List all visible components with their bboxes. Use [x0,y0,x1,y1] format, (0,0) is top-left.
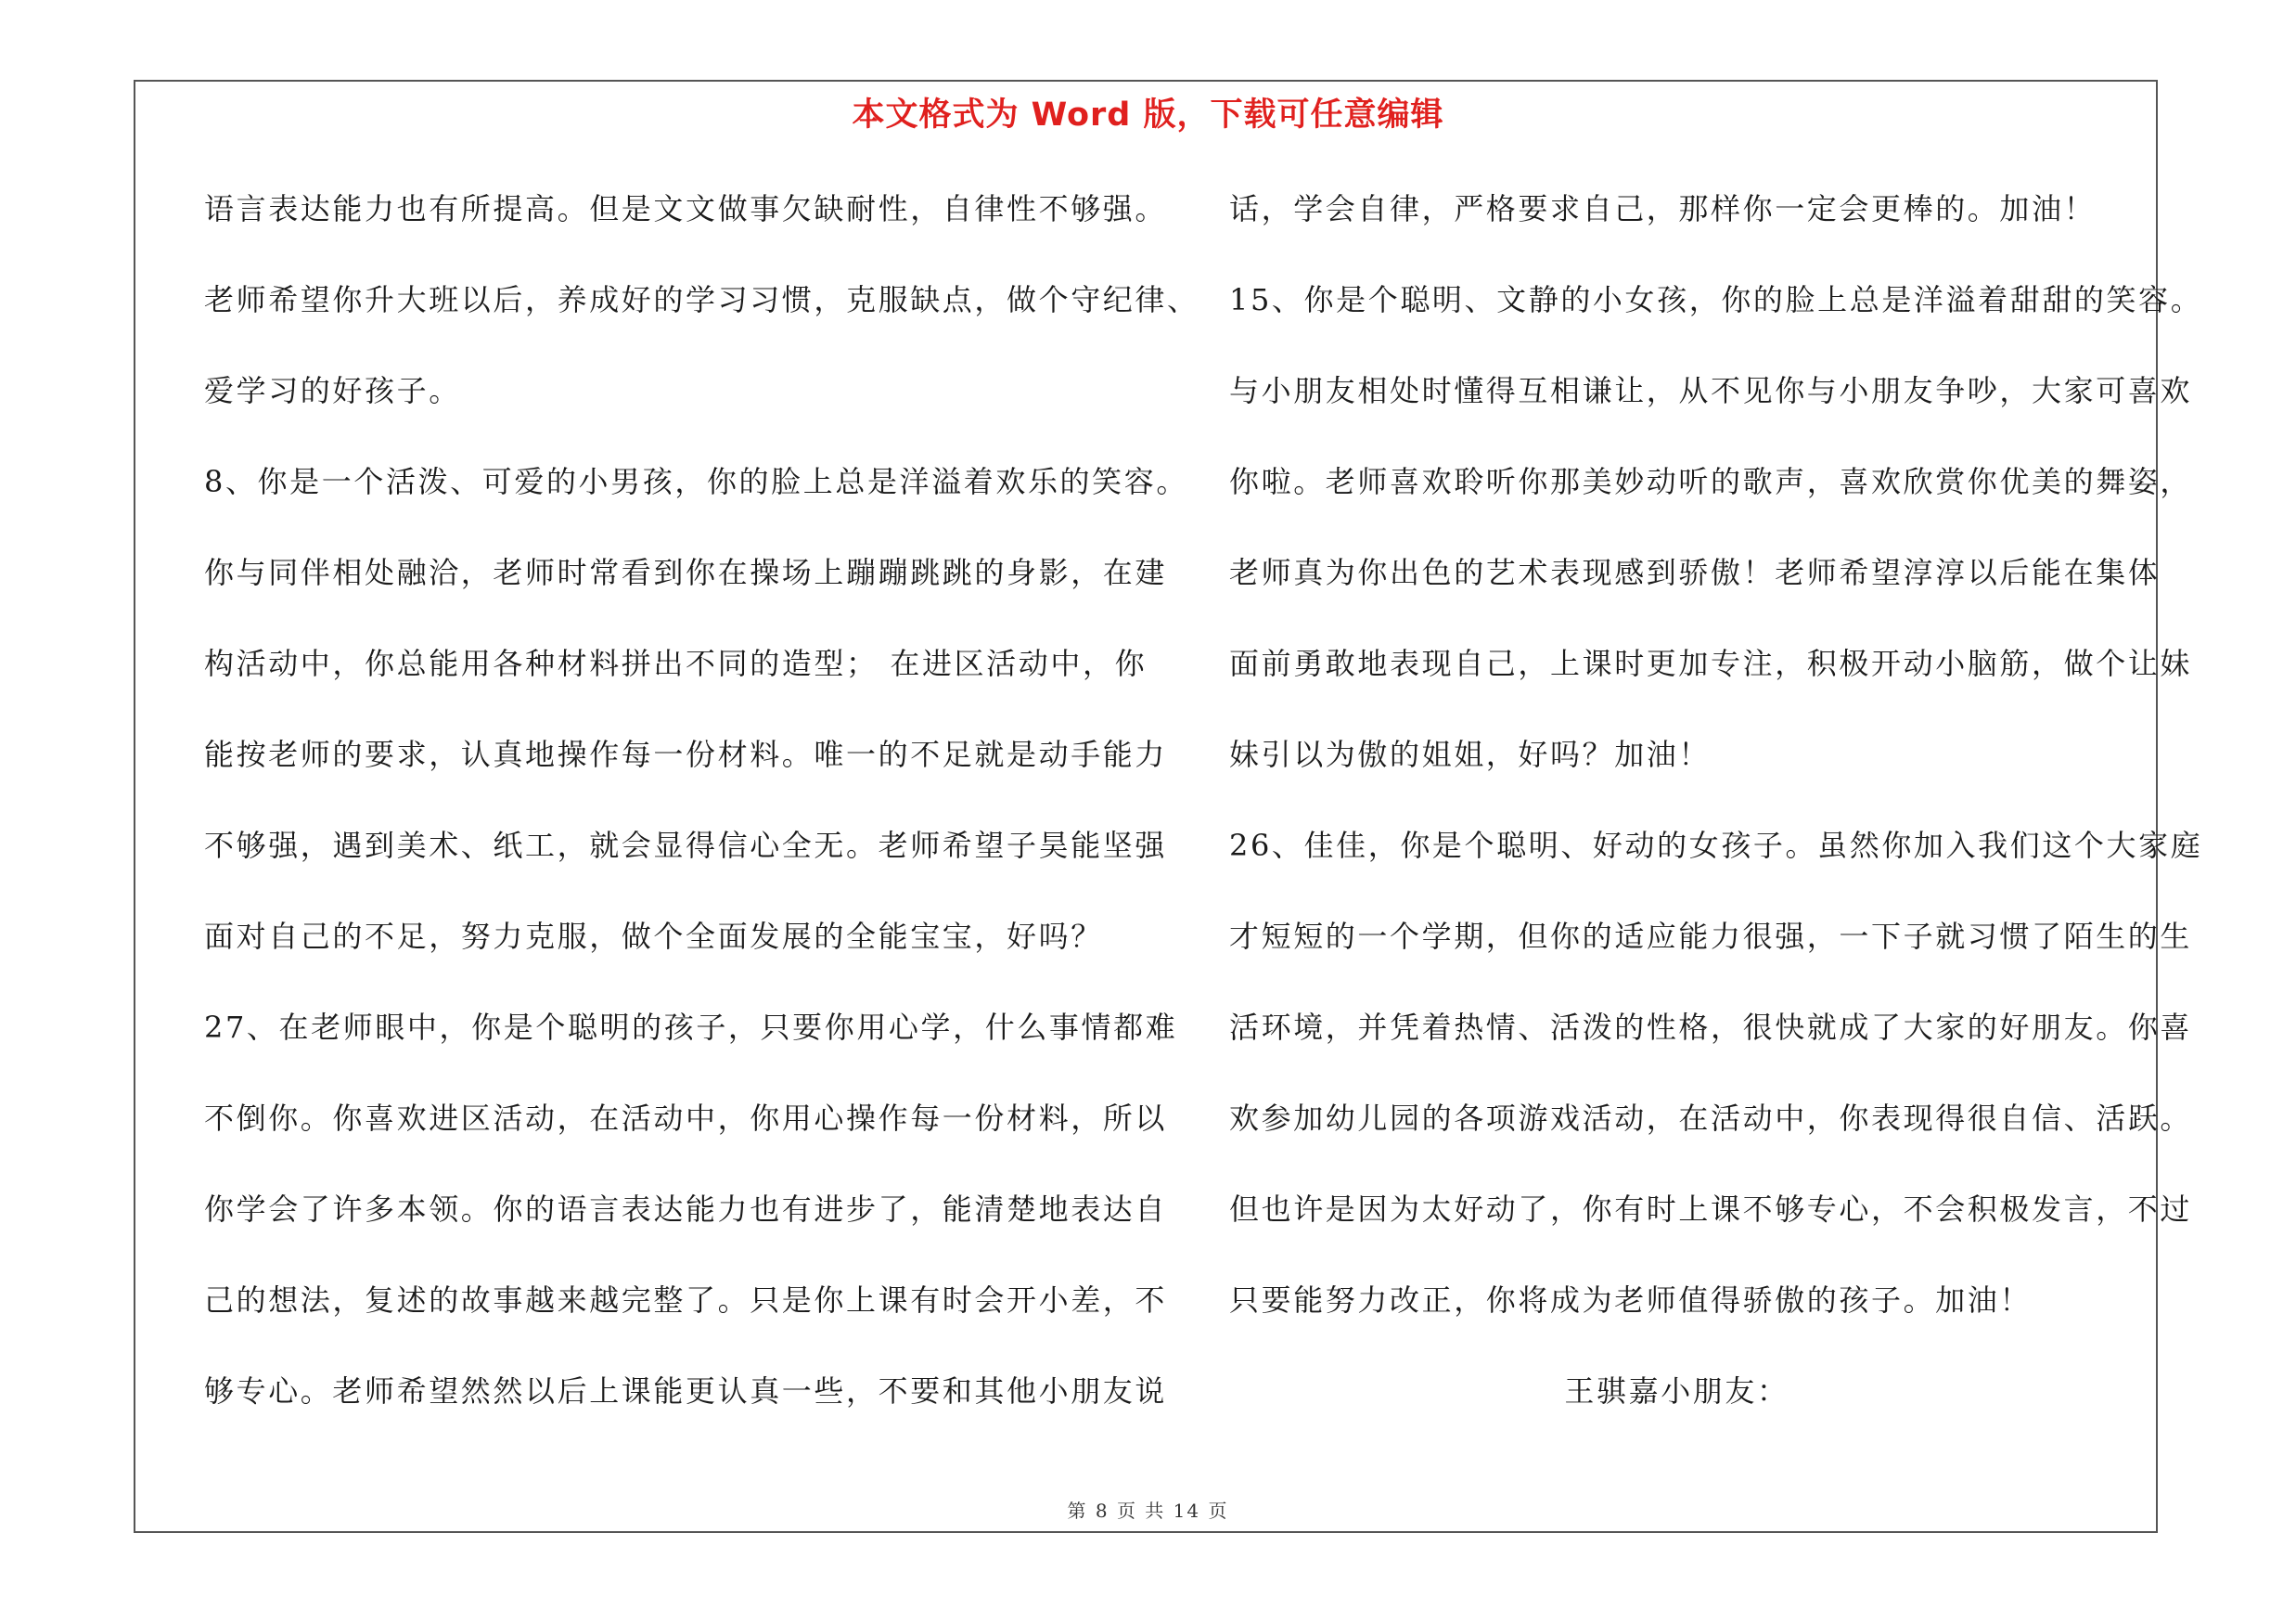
text-line: 但也许是因为太好动了，你有时上课不够专心，不会积极发言，不过 [1229,1191,2193,1227]
text-line: 15、你是个聪明、文静的小女孩，你的脸上总是洋溢着甜甜的笑容。 [1229,282,2203,317]
format-banner: 本文格式为 Word 版，下载可任意编辑 [852,97,1444,134]
text-line: 27、在老师眼中，你是个聪明的孩子，只要你用心学，什么事情都难 [204,1010,1178,1045]
text-line: 老师希望你升大班以后，养成好的学习习惯，克服缺点，做个守纪律、 [204,282,1199,317]
salutation-line: 王骐嘉小朋友： [1564,1373,1789,1409]
text-line: 能按老师的要求，认真地操作每一份材料。唯一的不足就是动手能力 [204,737,1168,772]
text-line: 爱学习的好孩子。 [204,373,461,408]
text-line: 够专心。老师希望然然以后上课能更认真一些，不要和其他小朋友说 [204,1373,1168,1409]
text-line: 不倒你。你喜欢进区活动，在活动中，你用心操作每一份材料，所以 [204,1101,1168,1136]
text-line: 才短短的一个学期，但你的适应能力很强，一下子就习惯了陌生的生 [1229,919,2193,954]
text-line: 与小朋友相处时懂得互相谦让，从不见你与小朋友争吵，大家可喜欢 [1229,373,2193,408]
text-line: 你学会了许多本领。你的语言表达能力也有进步了，能清楚地表达自 [204,1191,1168,1227]
text-line: 你啦。老师喜欢聆听你那美妙动听的歌声，喜欢欣赏你优美的舞姿， [1229,464,2193,499]
text-line: 你与同伴相处融洽，老师时常看到你在操场上蹦蹦跳跳的身影，在建 [204,555,1168,590]
text-line: 活环境，并凭着热情、活泼的性格，很快就成了大家的好朋友。你喜 [1229,1010,2193,1045]
right-column [1229,186,2203,1459]
text-line: 老师真为你出色的艺术表现感到骄傲！老师希望淳淳以后能在集体 [1229,555,2161,590]
text-line: 面前勇敢地表现自己，上课时更加专注，积极开动小脑筋，做个让妹 [1229,646,2193,681]
text-line: 不够强，遇到美术、纸工，就会显得信心全无。老师希望子昊能坚强 [204,828,1168,863]
text-line: 话，学会自律，严格要求自己，那样你一定会更棒的。加油！ [1229,191,2097,226]
text-line: 只要能努力改正，你将成为老师值得骄傲的孩子。加油！ [1229,1282,2033,1318]
text-line: 妹引以为傲的姐姐，好吗？加油！ [1229,737,1712,772]
left-column [204,186,1199,1459]
text-line: 面对自己的不足，努力克服，做个全面发展的全能宝宝，好吗？ [204,919,1103,954]
text-line: 己的想法，复述的故事越来越完整了。只是你上课有时会开小差，不 [204,1282,1168,1318]
text-line: 8、你是一个活泼、可爱的小男孩，你的脸上总是洋溢着欢乐的笑容。 [204,464,1188,499]
text-line: 26、佳佳，你是个聪明、好动的女孩子。虽然你加入我们这个大家庭 [1229,828,2203,863]
text-line: 欢参加幼儿园的各项游戏活动，在活动中，你表现得很自信、活跃。 [1229,1101,2193,1136]
text-line: 构活动中，你总能用各种材料拼出不同的造型； 在进区活动中，你 [204,646,1148,681]
text-line: 语言表达能力也有所提高。但是文文做事欠缺耐性，自律性不够强。 [204,191,1168,226]
page-number: 第 8 页 共 14 页 [1067,1500,1229,1522]
